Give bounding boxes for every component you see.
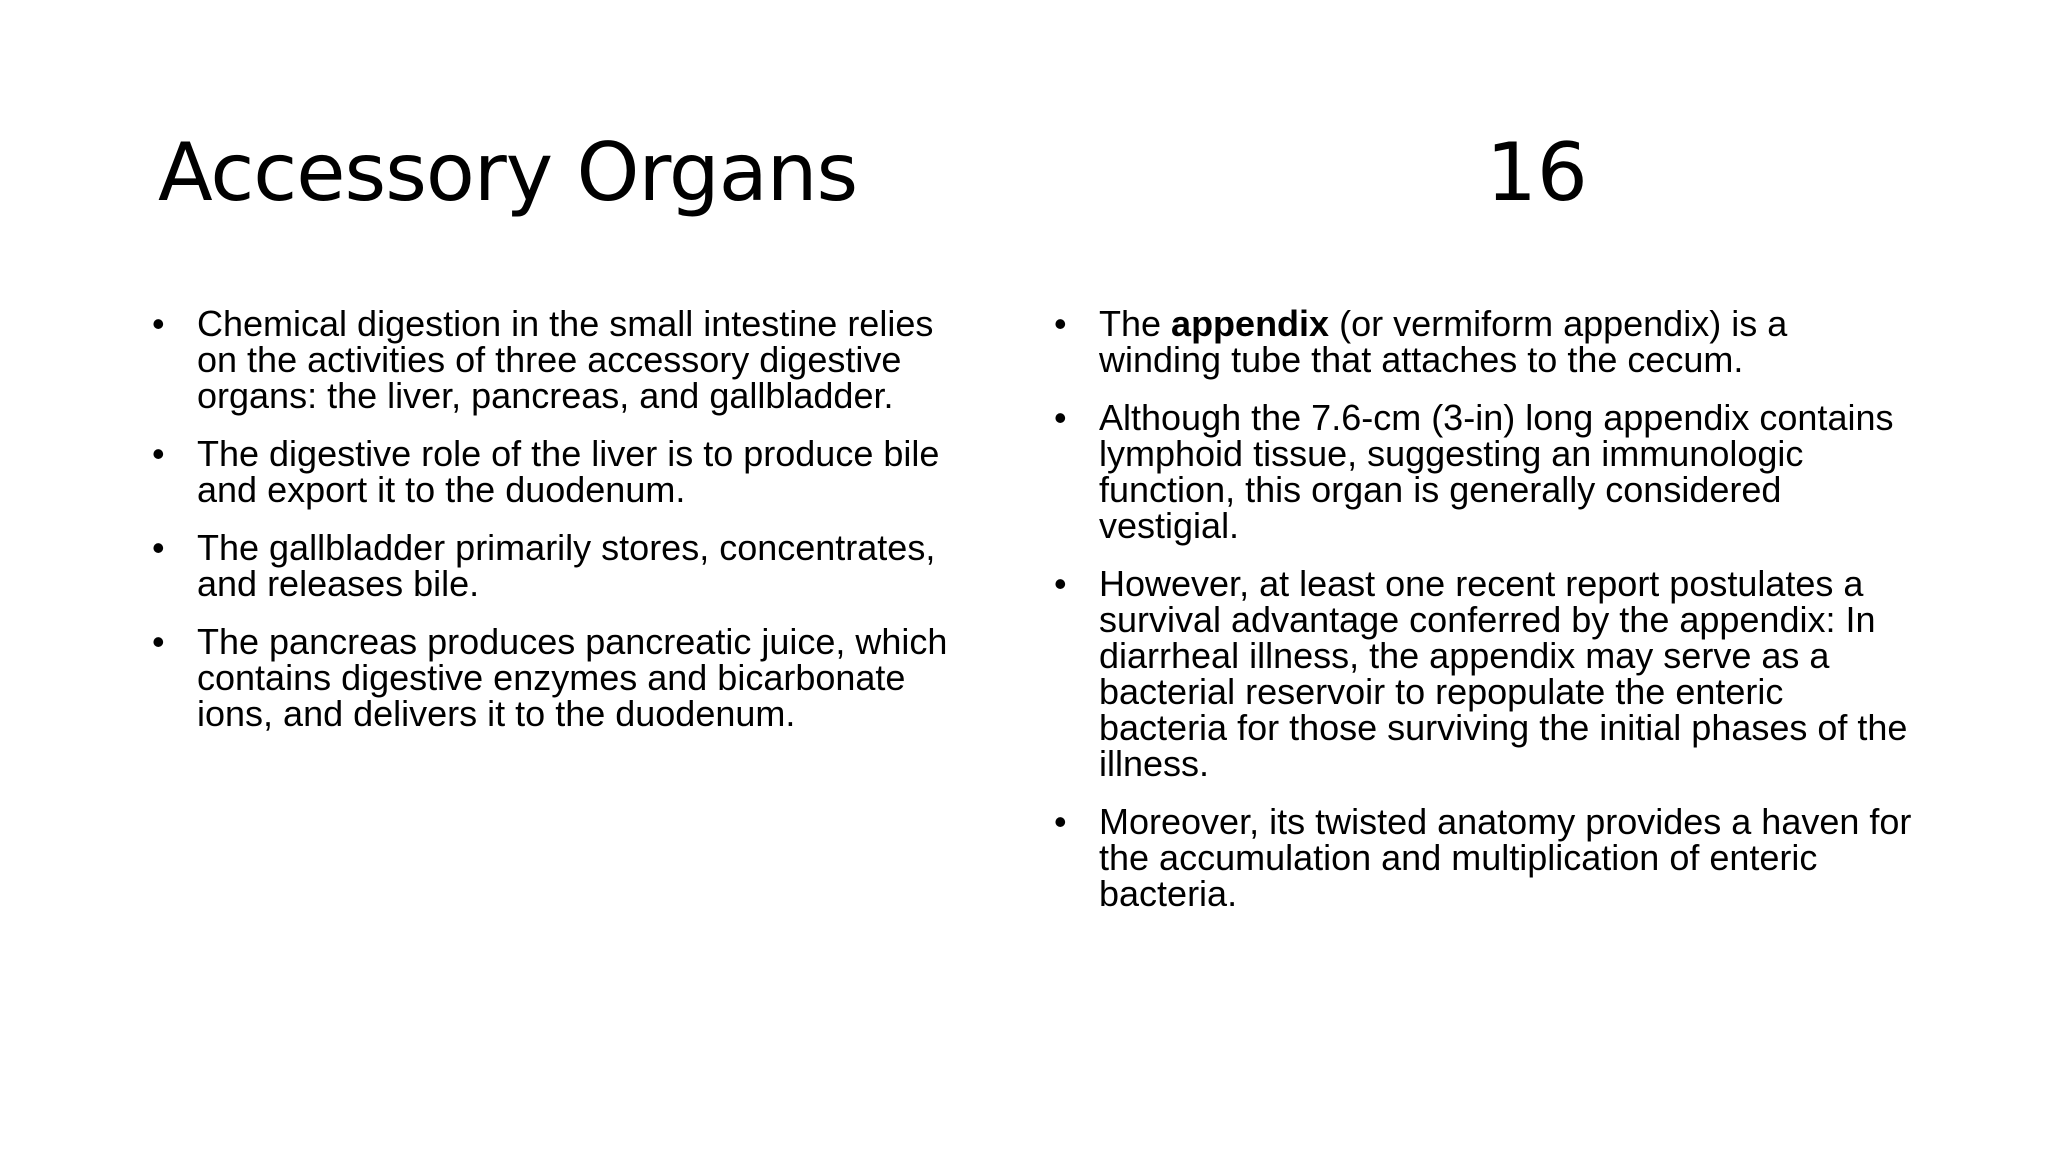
bullet-item <box>1054 397 1914 546</box>
bullet-text: However, at least one recent report postulates a survival advantage conferred by the appendix: In diarrheal illness, the appendix may serve as a bacterial reservoir to repopulate the enteric bacteria for those surviving the initial phases of the illness. <box>1099 563 1908 784</box>
bullet-item <box>152 433 972 510</box>
right-bullet-list <box>1054 303 1914 934</box>
bullet-text-after: (or vermiform appendix) is a winding tube that attaches to the cecum. <box>1099 303 1788 380</box>
bullet-dot-icon: • <box>152 433 165 474</box>
bullet-text: Although the 7.6-cm (3-in) long appendix contains lymphoid tissue, suggesting an immunologic function, this organ is generally considered vestigial. <box>1099 397 1894 546</box>
bullet-dot-icon: • <box>152 527 165 568</box>
left-bullet-list <box>152 303 972 754</box>
bullet-text: Chemical digestion in the small intestine relies on the activities of three accessory digestive organs: the liver, pancreas, and gallbladder. <box>197 303 934 416</box>
bullet-item <box>152 527 972 604</box>
bullet-dot-icon: • <box>1054 801 1067 842</box>
bullet-text: The pancreas produces pancreatic juice, which contains digestive enzymes and bicarbonate ions, and delivers it to the duodenum. <box>197 621 948 734</box>
bullet-dot-icon: • <box>1054 563 1067 604</box>
bullet-dot-icon: • <box>152 621 165 662</box>
slide-title: Accessory Organs <box>158 126 858 219</box>
bullet-dot-icon: • <box>1054 303 1067 344</box>
bullet-dot-icon: • <box>1054 397 1067 438</box>
bullet-text: The gallbladder primarily stores, concentrates, and releases bile. <box>197 527 936 604</box>
bullet-text: The digestive role of the liver is to produce bile and export it to the duodenum. <box>197 433 940 510</box>
slide-number: 16 <box>1486 126 1588 219</box>
bullet-item <box>1054 563 1914 784</box>
bullet-item <box>152 621 972 734</box>
bullet-dot-icon: • <box>152 303 165 344</box>
bullet-item <box>152 303 972 416</box>
bullet-text: Moreover, its twisted anatomy provides a haven for the accumulation and multiplication of enteric bacteria. <box>1099 801 1912 914</box>
bullet-text <box>1099 303 1787 380</box>
bullet-item <box>1054 303 1914 380</box>
bullet-text-before: The <box>1099 303 1172 344</box>
bullet-item <box>1054 801 1914 914</box>
bold-term-appendix: appendix <box>1171 303 1330 344</box>
